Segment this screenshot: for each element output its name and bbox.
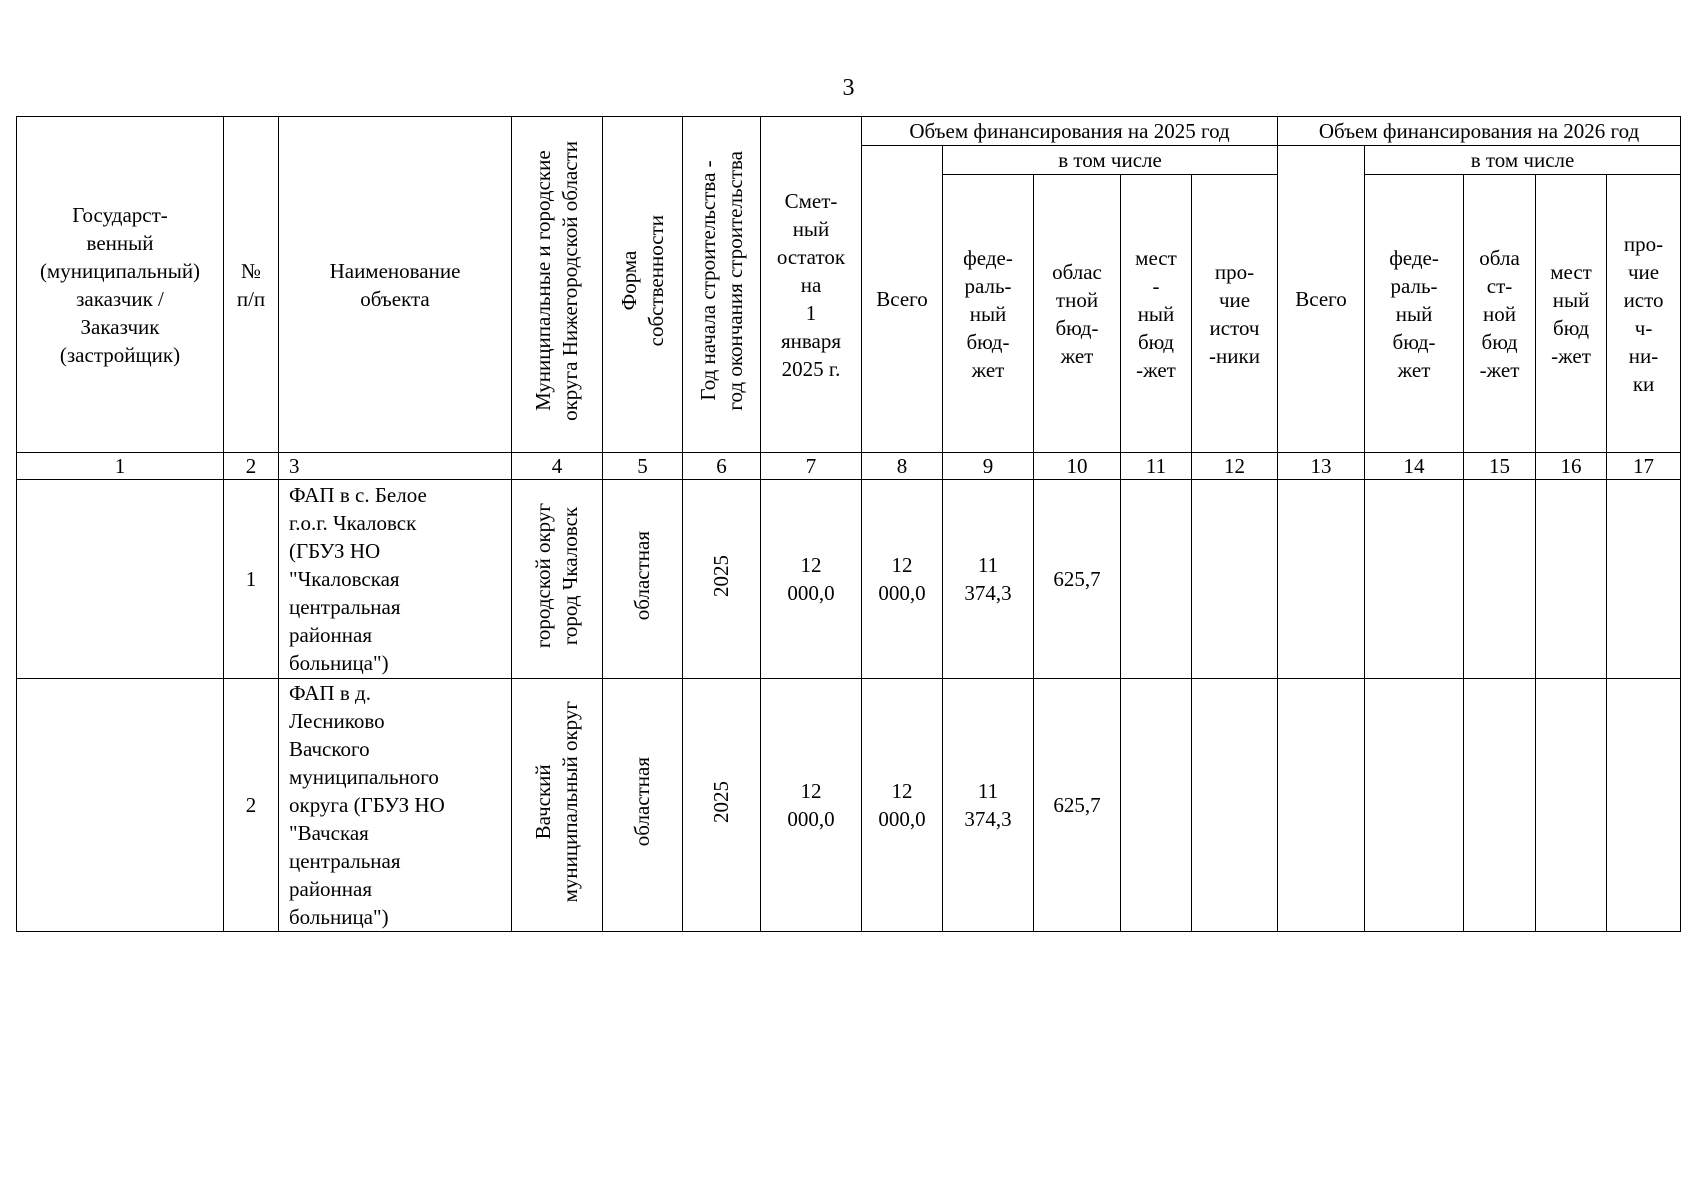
header-loc-2025: мест - ный бюд -жет	[1121, 175, 1192, 453]
column-number: 4	[512, 453, 603, 480]
header-customer: Государст- венный (муниципальный) заказчик / Заказчик (застройщик)	[17, 117, 224, 453]
column-number: 6	[683, 453, 761, 480]
column-number: 14	[1365, 453, 1464, 480]
cell-reg-2026	[1464, 679, 1536, 932]
cell-fed-2026	[1365, 679, 1464, 932]
column-number: 7	[761, 453, 862, 480]
column-number: 5	[603, 453, 683, 480]
header-including-2026: в том числе	[1365, 146, 1681, 175]
cell-object-name: ФАП в с. Белое г.о.г. Чкаловск (ГБУЗ НО "Чкаловская центральная районная больница")	[279, 480, 512, 679]
column-number: 10	[1034, 453, 1121, 480]
cell-total-2025: 12 000,0	[862, 679, 943, 932]
cell-oth-2025	[1192, 679, 1278, 932]
cell-fed-2025: 11 374,3	[943, 679, 1034, 932]
header-total-2025: Всего	[862, 146, 943, 453]
cell-reg-2025: 625,7	[1034, 480, 1121, 679]
page-number: 3	[842, 75, 855, 101]
header-num: № п/п	[224, 117, 279, 453]
cell-loc-2025	[1121, 480, 1192, 679]
financing-table	[16, 116, 1681, 932]
header-object-name: Наименование объекта	[279, 117, 512, 453]
column-number: 2	[224, 453, 279, 480]
cell-oth-2025	[1192, 480, 1278, 679]
cell-ownership: областная	[603, 480, 683, 679]
header-row-1	[17, 117, 1681, 146]
header-ownership: Форма собственности	[603, 117, 683, 453]
cell-reg-2026	[1464, 480, 1536, 679]
cell-loc-2026	[1536, 480, 1607, 679]
column-number: 9	[943, 453, 1034, 480]
header-oth-2026: про- чие исто ч- ни- ки	[1607, 175, 1681, 453]
header-total-2026: Всего	[1278, 146, 1365, 453]
cell-estimate: 12 000,0	[761, 679, 862, 932]
cell-ownership: областная	[603, 679, 683, 932]
cell-customer	[17, 480, 224, 679]
header-fin-2026: Объем финансирования на 2026 год	[1278, 117, 1681, 146]
header-fin-2025: Объем финансирования на 2025 год	[862, 117, 1278, 146]
cell-total-2026	[1278, 480, 1365, 679]
table-row	[17, 679, 1681, 932]
header-reg-2025: облас тной бюд- жет	[1034, 175, 1121, 453]
header-reg-2026: обла ст- ной бюд -жет	[1464, 175, 1536, 453]
cell-num: 1	[224, 480, 279, 679]
column-number: 12	[1192, 453, 1278, 480]
header-including-2025: в том числе	[943, 146, 1278, 175]
cell-total-2026	[1278, 679, 1365, 932]
header-fed-2026: феде- раль- ный бюд- жет	[1365, 175, 1464, 453]
table-row	[17, 480, 1681, 679]
cell-loc-2025	[1121, 679, 1192, 932]
cell-fed-2025: 11 374,3	[943, 480, 1034, 679]
cell-fed-2026	[1365, 480, 1464, 679]
cell-estimate: 12 000,0	[761, 480, 862, 679]
cell-num: 2	[224, 679, 279, 932]
cell-customer	[17, 679, 224, 932]
column-number: 11	[1121, 453, 1192, 480]
header-municipalities: Муниципальные и городские округа Нижегородской области	[512, 117, 603, 453]
cell-years: 2025	[683, 679, 761, 932]
header-estimate: Смет- ный остаток на 1 января 2025 г.	[761, 117, 862, 453]
cell-oth-2026	[1607, 679, 1681, 932]
cell-municipality: городской округ город Чкаловск	[512, 480, 603, 679]
column-number: 15	[1464, 453, 1536, 480]
header-fed-2025: феде- раль- ный бюд- жет	[943, 175, 1034, 453]
column-number: 8	[862, 453, 943, 480]
column-number: 13	[1278, 453, 1365, 480]
header-oth-2025: про- чие источ -ники	[1192, 175, 1278, 453]
cell-reg-2025: 625,7	[1034, 679, 1121, 932]
column-number: 3	[279, 453, 512, 480]
column-number: 1	[17, 453, 224, 480]
cell-municipality: Вачский муниципальный округ	[512, 679, 603, 932]
header-loc-2026: мест ный бюд -жет	[1536, 175, 1607, 453]
cell-object-name: ФАП в д. Лесниково Вачского муниципального округа (ГБУЗ НО "Вачская центральная районная больница")	[279, 679, 512, 932]
cell-loc-2026	[1536, 679, 1607, 932]
column-number: 17	[1607, 453, 1681, 480]
header-years: Год начала строительства - год окончания строительства	[683, 117, 761, 453]
column-number: 16	[1536, 453, 1607, 480]
cell-years: 2025	[683, 480, 761, 679]
column-number-row	[17, 453, 1681, 480]
cell-total-2025: 12 000,0	[862, 480, 943, 679]
cell-oth-2026	[1607, 480, 1681, 679]
